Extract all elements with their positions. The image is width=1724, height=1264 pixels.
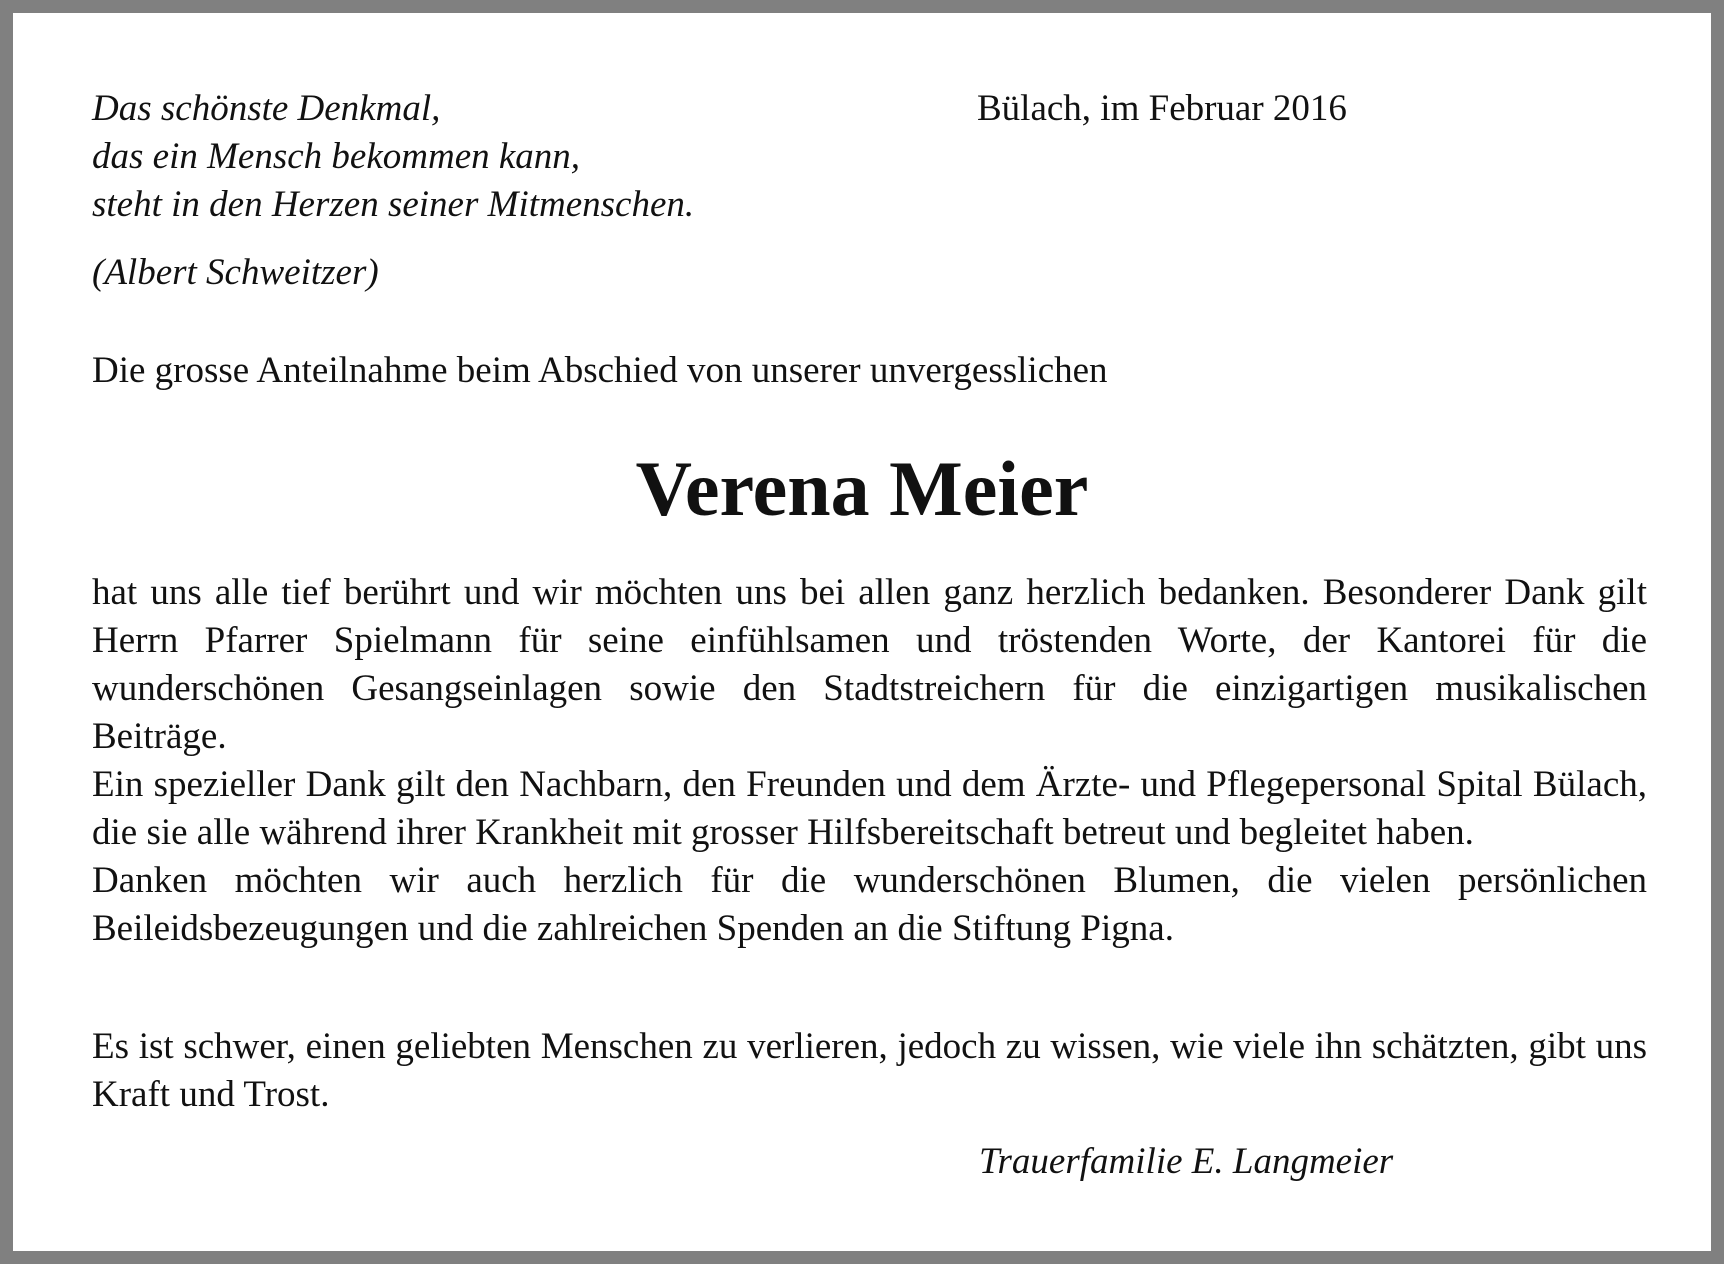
thanks-paragraph-2: Ein spezieller Dank gilt den Nachbarn, den Freunden und dem Ärzte- und Pflegepersonal Spital Bülach, die sie alle während ihrer Krankheit mit grosser Hilfsbereitschaft betreut und begleitet haben. — [92, 764, 1647, 853]
intro-text: Die grosse Anteilnahme beim Abschied von unserer unvergesslichen — [92, 350, 1108, 391]
thanks-paragraph-1: hat uns alle tief berührt und wir möchten uns bei allen ganz herzlich bedanken. Besonderer Dank gilt Herrn Pfarrer Spielmann für seine einfühlsamen und tröstenden Worte, der Kantorei für die wunderschönen Gesangseinlagen sowie den Stadtstreichern für die einzigartigen musikalischen Beiträge. — [92, 572, 1647, 757]
place-date: Bülach, im Februar 2016 — [977, 88, 1347, 129]
quote-line-3: steht in den Herzen seiner Mitmenschen. — [92, 184, 695, 225]
epigraph-quote — [92, 85, 694, 229]
family-signature: Trauerfamilie E. Langmeier — [979, 1141, 1394, 1182]
thanks-body — [92, 569, 1647, 953]
thanks-paragraph-3: Danken möchten wir auch herzlich für die wunderschönen Blumen, die vielen persönlichen Beileidsbezeugungen und die zahlreichen Spenden an die Stiftung Pigna. — [92, 860, 1647, 949]
closing-text: Es ist schwer, einen geliebten Menschen zu verlieren, jedoch zu wissen, wie viele ihn schätzten, gibt uns Kraft und Trost. — [92, 1026, 1647, 1115]
quote-line-2: das ein Mensch bekommen kann, — [92, 136, 581, 177]
obituary-notice — [13, 13, 1711, 1251]
deceased-name: Verena Meier — [635, 445, 1089, 532]
quote-author: (Albert Schweitzer) — [92, 252, 379, 293]
quote-line-1: Das schönste Denkmal, — [92, 88, 441, 129]
